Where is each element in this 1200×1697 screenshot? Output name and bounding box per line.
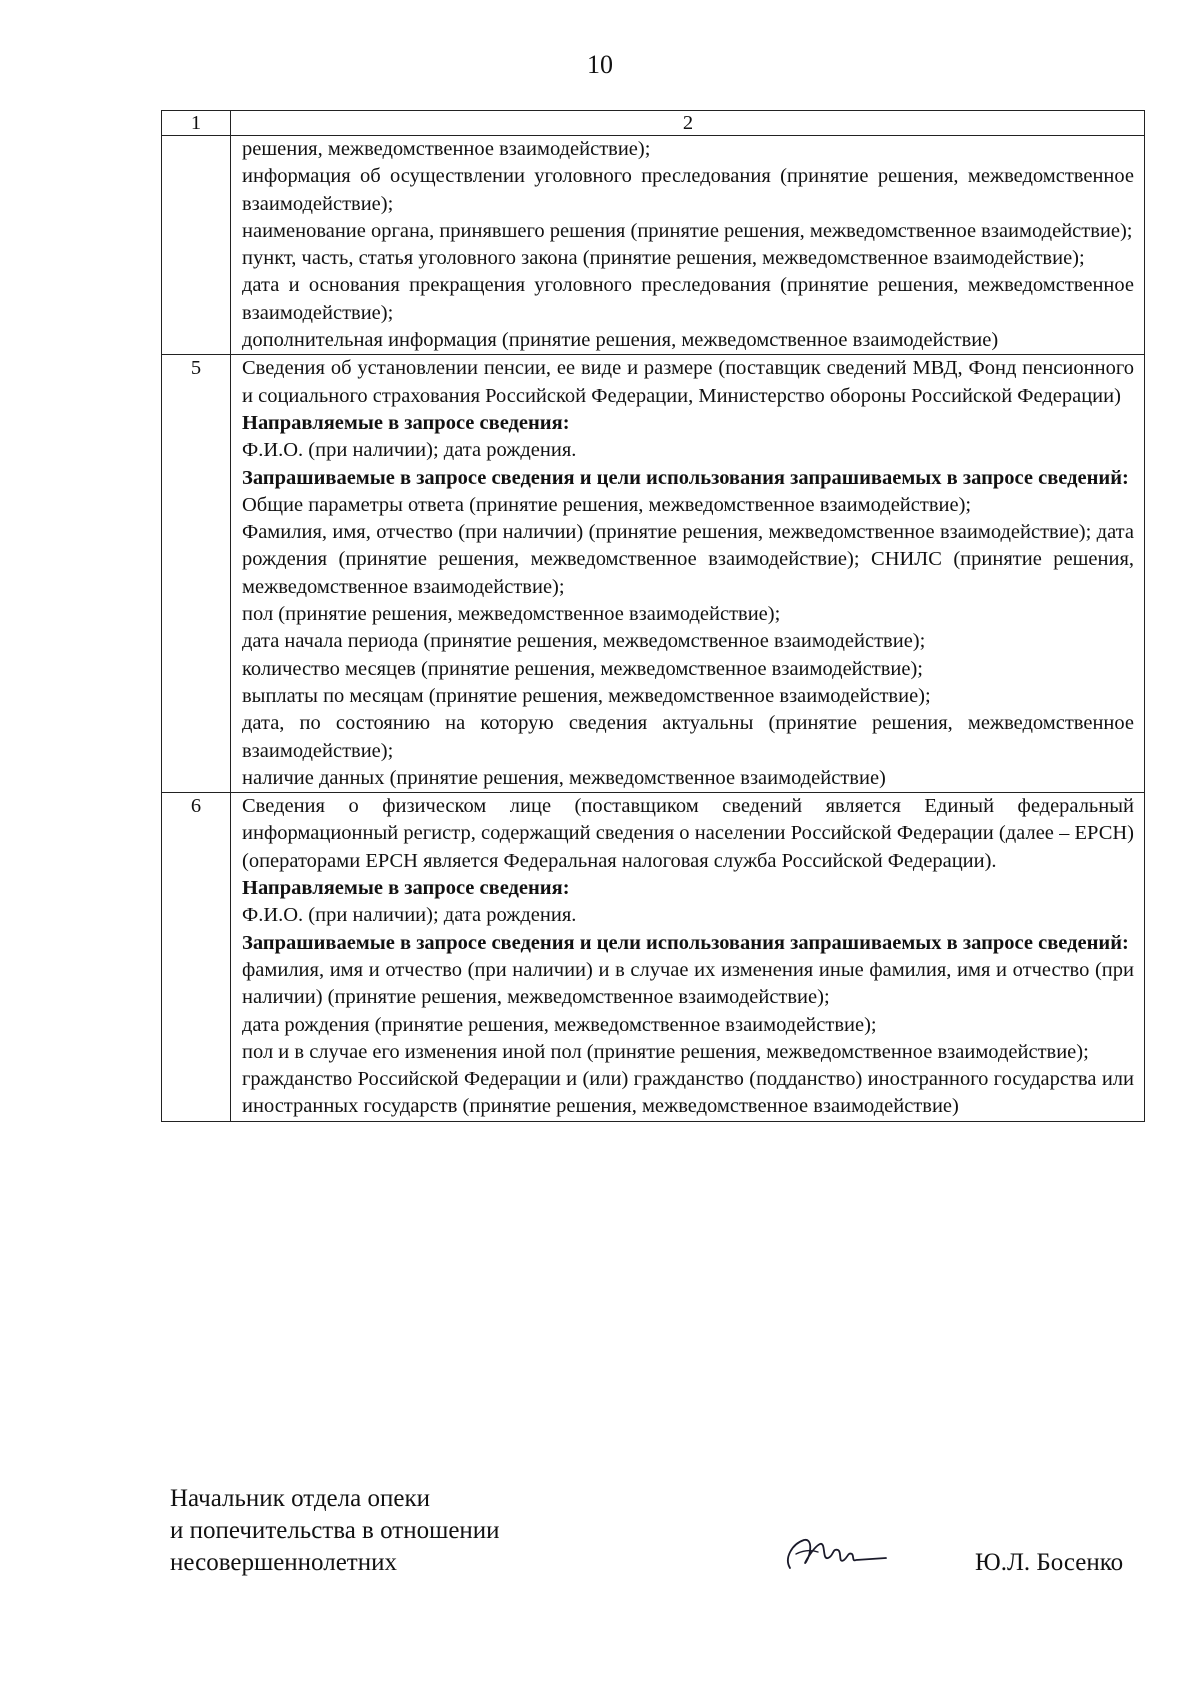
row-number-cell: 5 (162, 355, 231, 793)
paragraph: пол (принятие решения, межведомственное взаимодействие); (242, 603, 781, 626)
services-table (161, 110, 1145, 1122)
table-row (162, 793, 1145, 1122)
paragraph: решения, межведомственное взаимодействие); (242, 138, 651, 160)
section-heading: Направляемые в запросе сведения: (242, 411, 570, 434)
paragraph: Ф.И.О. (при наличии); дата рождения. (242, 904, 577, 927)
header-col-2: 2 (231, 111, 1145, 136)
paragraph: дополнительная информация (принятие решения, межведомственное взаимодействие) (242, 329, 999, 352)
paragraph: Ф.И.О. (при наличии); дата рождения. (242, 439, 577, 462)
paragraph: наименование органа, принявшего решения (принятие решения, межведомственное взаимодействие); (242, 219, 1133, 242)
paragraph: пол и в случае его изменения иной пол (принятие решения, межведомственное взаимодействие); (242, 1040, 1089, 1063)
signature-block-position (170, 1483, 500, 1579)
handwritten-signature (782, 1530, 892, 1580)
row-text-cell (231, 355, 1145, 793)
paragraph: гражданство Российской Федерации и (или) гражданство (подданство) иностранного государства или иностранных государств (принятие решения, межведомственное взаимодействие) (242, 1068, 1134, 1118)
table-row (162, 136, 1145, 355)
paragraph: Сведения об установлении пенсии, ее виде и размере (поставщик сведений МВД, Фонд пенсионного и социального страхования Российской Федерации, Министерство обороны Российской Федерации) (242, 357, 1134, 407)
paragraph: выплаты по месяцам (принятие решения, межведомственное взаимодействие); (242, 684, 931, 707)
section-heading: Направляемые в запросе сведения: (242, 877, 570, 900)
position-line: и попечительства в отношении (170, 1517, 500, 1544)
row-text-cell (231, 793, 1145, 1122)
position-line: несовершеннолетних (170, 1549, 397, 1576)
paragraph: фамилия, имя и отчество (при наличии) и в случае их изменения иные фамилия, имя и отчество (при наличии) (принятие решения, межведомственное взаимодействие); (242, 958, 1134, 1009)
paragraph: дата начала периода (принятие решения, межведомственное взаимодействие); (242, 630, 926, 653)
row-text-cell (231, 136, 1145, 355)
header-col-1: 1 (162, 111, 231, 136)
paragraph: дата и основания прекращения уголовного преследования (принятие решения, межведомственное взаимодействие); (242, 274, 1134, 324)
row-number-cell (162, 136, 231, 355)
paragraph: количество месяцев (принятие решения, межведомственное взаимодействие); (242, 657, 923, 680)
row-number-cell: 6 (162, 793, 231, 1122)
paragraph: дата, по состоянию на которую сведения актуальны (принятие решения, межведомственное взаимодействие); (242, 712, 1134, 762)
table-header-row (162, 111, 1145, 136)
signer-name: Ю.Л. Босенко (975, 1549, 1124, 1576)
table-row (162, 355, 1145, 793)
paragraph: дата рождения (принятие решения, межведомственное взаимодействие); (242, 1013, 877, 1036)
paragraph: информация об осуществлении уголовного преследования (принятие решения, межведомственное взаимодействие); (242, 165, 1134, 215)
section-heading: Запрашиваемые в запросе сведения и цели использования запрашиваемых в запросе сведений: (242, 931, 1129, 954)
paragraph: наличие данных (принятие решения, межведомственное взаимодействие) (242, 766, 886, 789)
paragraph: Сведения о физическом лице (поставщиком сведений является Единый федеральный информационный регистр, содержащий сведения о населении Российской Федерации (далее – ЕРСН) (операторами ЕРСН является Федеральная налоговая служба Российской Федерации). (242, 795, 1134, 872)
section-heading: Запрашиваемые в запросе сведения и цели использования запрашиваемых в запросе сведений: (242, 466, 1129, 489)
position-line: Начальник отдела опеки (170, 1485, 430, 1512)
paragraph: Общие параметры ответа (принятие решения, межведомственное взаимодействие); (242, 493, 972, 516)
page-number: 10 (587, 50, 613, 79)
paragraph: пункт, часть, статья уголовного закона (принятие решения, межведомственное взаимодействие); (242, 247, 1085, 270)
paragraph: Фамилия, имя, отчество (при наличии) (принятие решения, межведомственное взаимодействие); дата рождения (принятие решения, межведомственное взаимодействие); СНИЛС (принятие решения, межведомственное взаимодействие); (242, 521, 1134, 598)
